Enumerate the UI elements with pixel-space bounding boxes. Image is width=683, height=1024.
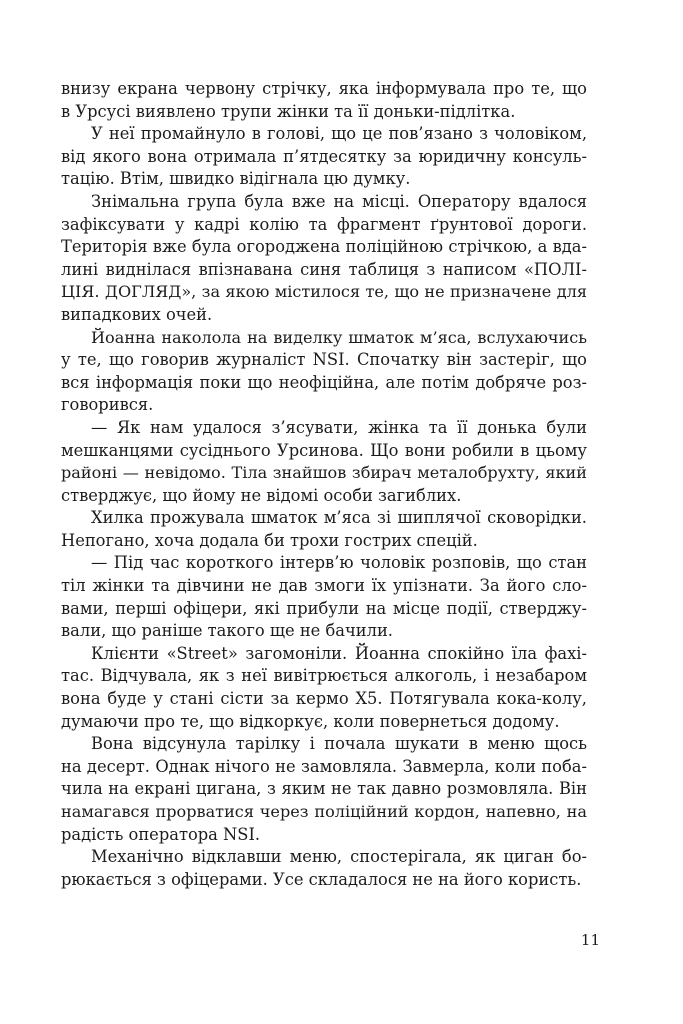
paragraph <box>61 123 587 191</box>
text-line: у те, що говорив журналіст NSI. Спочатку він застеріг, що <box>61 350 587 370</box>
text-line: Йоанна наколола на виделку шматок м’яса, вслухаючись <box>91 327 587 347</box>
text-line: чила на екрані цигана, з яким не так давно розмовляла. Він <box>61 779 587 799</box>
text-line: внизу екрана червону стрічку, яка інформувала про те, що <box>61 79 587 98</box>
text-line: тас. Відчувала, як з неї вивітрюється алкоголь, і незабаром <box>61 666 587 686</box>
text-line: радість оператора NSI. <box>61 824 261 844</box>
text-line: — Під час короткого інтерв’ю чоловік розповів, що стан <box>91 553 587 573</box>
text-line: У неї промайнуло в голові, що це пов’язано з чоловіком, <box>91 124 587 144</box>
text-line: ЦІЯ. ДОГЛЯД», за якою містилося те, що не призначене для <box>61 282 587 302</box>
text-line: від якого вона отримала п’ятдесятку за юридичну консуль- <box>61 146 587 166</box>
text-line: тацію. Втім, швидко відігнала цю думку. <box>61 169 411 189</box>
text-line: випадкових очей. <box>61 304 213 324</box>
text-line: Хилка прожувала шматок м’яса зі шиплячої сковорідки. <box>91 508 587 528</box>
text-line: зафіксувати у кадрі колію та фрагмент ґрунтової дороги. <box>61 214 587 234</box>
paragraph <box>61 191 587 327</box>
paragraph <box>61 78 587 123</box>
text-line: на десерт. Однак нічого не замовляла. Завмерла, коли поба- <box>61 756 587 776</box>
paragraph <box>61 846 587 891</box>
body-text <box>61 78 587 891</box>
text-line: вами, перші офіцери, які прибули на місце події, стверджу- <box>61 598 587 618</box>
text-line: стверджує, що йому не відомі особи загиблих. <box>61 485 462 505</box>
text-line: в Урсусі виявлено трупи жінки та її доньки-підлітка. <box>61 101 516 121</box>
text-line: Клієнти «Street» загомоніли. Йоанна спокійно їла фахі- <box>91 643 587 663</box>
text-line: районі — невідомо. Тіла знайшов збирач металобрухту, який <box>61 463 587 483</box>
text-line: Знімальна група була вже на місці. Оператору вдалося <box>91 191 587 211</box>
text-line: тіл жінки та дівчини не дав змоги їх упізнати. За його сло- <box>61 576 587 596</box>
text-line: думаючи про те, що відкоркує, коли повернеться додому. <box>61 711 560 731</box>
text-line: вона буде у стані сісти за кермо X5. Потягувала кока-колу, <box>61 689 587 709</box>
text-line: говорився. <box>61 395 154 415</box>
paragraph <box>61 552 587 642</box>
text-line: Територія вже була огороджена поліційною стрічкою, а вда- <box>61 237 587 257</box>
paragraph <box>61 643 587 733</box>
paragraph <box>61 507 587 552</box>
text-line: Вона відсунула тарілку і почала шукати в меню щось <box>91 734 587 754</box>
text-line: рюкається з офіцерами. Усе складалося не на його користь. <box>61 869 582 889</box>
text-line: Непогано, хоча додала би трохи гострих спецій. <box>61 530 478 550</box>
paragraph <box>61 327 587 417</box>
page-number: 11 <box>580 931 600 949</box>
text-line: лині виднілася впізнавана синя таблиця з написом «ПОЛІ- <box>61 259 587 279</box>
paragraph <box>61 417 587 507</box>
text-line: мешканцями сусіднього Урсинова. Що вони робили в цьому <box>61 440 587 460</box>
paragraph <box>61 733 587 846</box>
text-line: — Як нам удалося з’ясувати, жінка та її донька були <box>91 417 587 437</box>
text-line: намагався прорватися через поліційний кордон, напевно, на <box>61 802 587 821</box>
text-line: вся інформація поки що неофіційна, але потім добряче роз- <box>61 372 587 392</box>
text-line: Механічно відклавши меню, спостерігала, як циган бо- <box>91 847 587 867</box>
text-line: вали, що раніше такого ще не бачили. <box>61 621 393 641</box>
